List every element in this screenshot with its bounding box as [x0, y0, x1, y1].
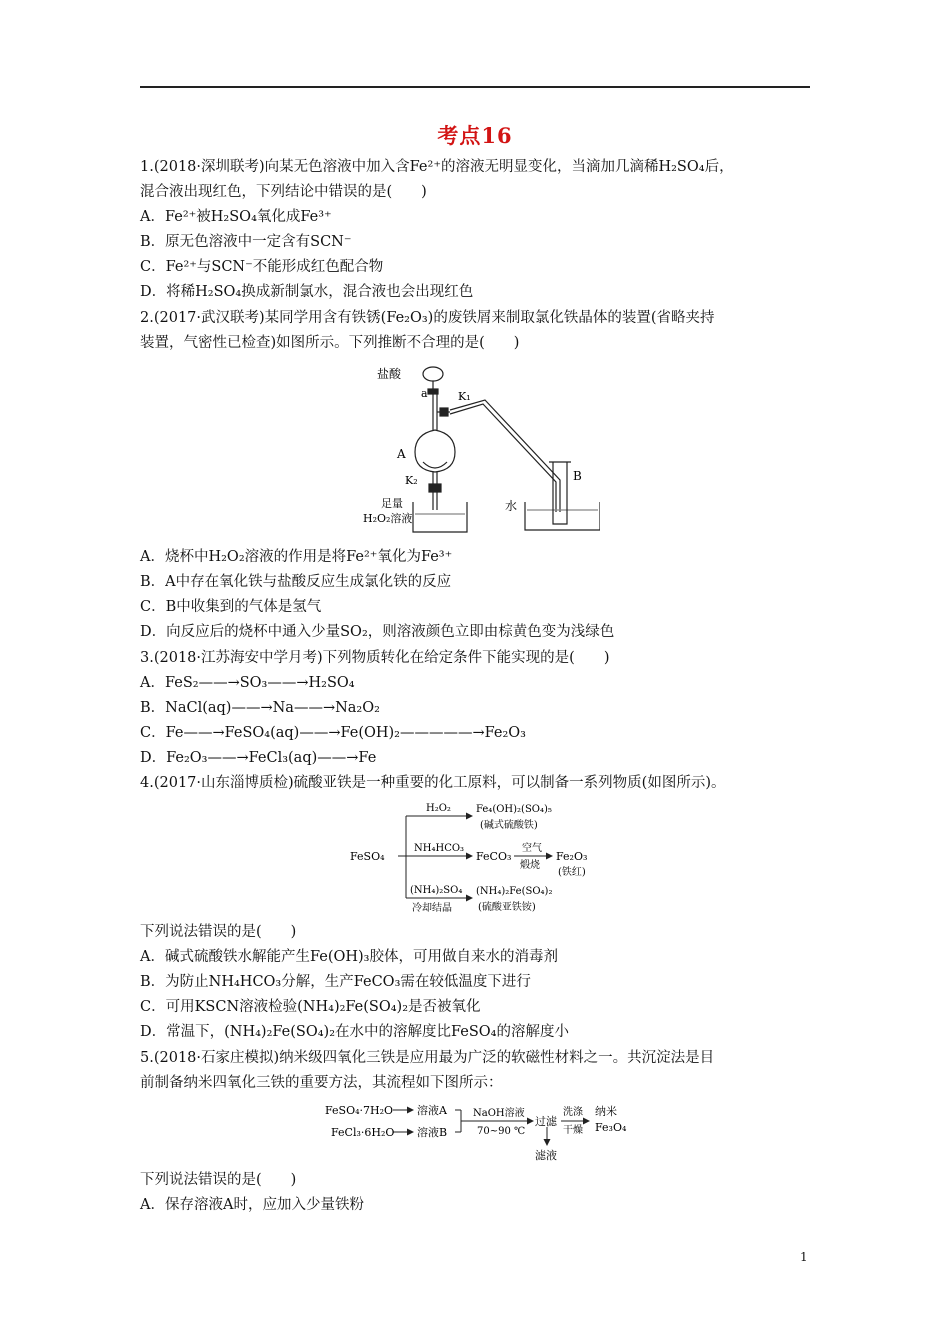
proc-temp: 70~90 ℃	[477, 1126, 526, 1137]
q2-stem-line2: 装置，气密性已检查)如图所示。下列推断不合理的是( )	[140, 335, 520, 351]
q4-option-b: B．为防止NH₄HCO₃分解，生产FeCO₃需在较低温度下进行	[140, 974, 531, 990]
proc-reagent1: FeSO₄·7H₂O	[325, 1104, 394, 1117]
fig-label-flask-a: A	[397, 447, 406, 461]
q1-stem-line1: 1.(2018·深圳联考)向某无色溶液中加入含Fe²⁺的溶液无明显变化，当滴加几滴稀H₂SO₄后，	[140, 159, 734, 175]
q4-option-d: D．常温下，(NH₄)₂Fe(SO₄)₂在水中的溶解度比FeSO₄的溶解度小	[140, 1024, 569, 1040]
fig-label-k1: K₁	[458, 390, 471, 403]
flow-air: 空气	[522, 843, 542, 854]
flow-calcine: 煅烧	[520, 860, 540, 871]
fig-label-a: a	[421, 387, 428, 400]
proc-solution-a: 溶液A	[417, 1104, 447, 1117]
flow-h2o2: H₂O₂	[426, 803, 451, 814]
header-rule	[140, 86, 810, 88]
feso4-flow-diagram	[348, 796, 608, 920]
q5-option-a: A．保存溶液A时，应加入少量铁粉	[140, 1197, 364, 1213]
page-number: 1	[800, 1250, 808, 1264]
flow-cool: 冷却结晶	[412, 903, 452, 914]
q5-stem-line1: 5.(2018·石家庄模拟)纳米级四氧化三铁是应用最为广泛的软磁性材料之一。共沉淀法是目	[140, 1050, 715, 1066]
q2-option-d: D．向反应后的烧杯中通入少量SO₂，则溶液颜色立即由棕黄色变为浅绿色	[140, 624, 615, 640]
q4-stem: 4.(2017·山东淄博质检)硫酸亚铁是一种重要的化工原料，可以制备一系列物质(如图所示)。	[140, 775, 726, 791]
q4-option-c: C．可用KSCN溶液检验(NH₄)₂Fe(SO₄)₂是否被氧化	[140, 999, 481, 1015]
flow-feso4: FeSO₄	[350, 850, 385, 863]
flow-fe2o3: Fe₂O₃	[556, 850, 588, 863]
flow-nh4so4: (NH₄)₂SO₄	[410, 885, 463, 896]
proc-naoh: NaOH溶液	[473, 1108, 525, 1119]
flow-product3-name: (硫酸亚铁铵)	[478, 902, 536, 913]
apparatus-figure	[355, 362, 600, 540]
q1-option-d: D．将稀H₂SO₄换成新制氯水，混合液也会出现红色	[140, 284, 474, 300]
flow-nh4hco3: NH₄HCO₃	[414, 843, 465, 854]
fig-label-b: B	[573, 469, 582, 483]
q5-stem-line2: 前制备纳米四氧化三铁的重要方法，其流程如下图所示：	[140, 1075, 503, 1091]
q2-option-c: C．B中收集到的气体是氢气	[140, 599, 322, 615]
q2-stem-line1: 2.(2017·武汉联考)某同学用含有铁锈(Fe₂O₃)的废铁屑来制取氯化铁晶体的装置(省略夹持	[140, 310, 715, 326]
q3-option-b: B．NaCl(aq)——→Na——→Na₂O₂	[140, 700, 380, 716]
flow-product1: Fe₄(OH)₂(SO₄)₅	[476, 804, 552, 815]
q3-option-d: D．Fe₂O₃——→FeCl₃(aq)——→Fe	[140, 750, 377, 766]
q1-option-b: B．原无色溶液中一定含有SCN⁻	[140, 234, 352, 250]
fe3o4-process-diagram	[325, 1097, 630, 1167]
proc-wash: 洗涤	[563, 1107, 583, 1118]
q3-stem: 3.(2018·江苏海安中学月考)下列物质转化在给定条件下能实现的是( )	[140, 650, 610, 666]
fig-label-water: 水	[505, 499, 518, 513]
q1-stem-line2: 混合液出现红色，下列结论中错误的是( )	[140, 184, 427, 200]
q2-option-b: B．A中存在氧化铁与盐酸反应生成氯化铁的反应	[140, 574, 452, 590]
proc-reagent2: FeCl₃·6H₂O	[331, 1126, 395, 1139]
flow-iron-red: (铁红)	[558, 867, 586, 878]
proc-fe3o4: Fe₃O₄	[595, 1121, 627, 1134]
fig-label-k2: K₂	[405, 474, 418, 487]
q1-option-c: C．Fe²⁺与SCN⁻不能形成红色配合物	[140, 259, 384, 275]
q1-option-a: A．Fe²⁺被H₂SO₄氧化成Fe³⁺	[140, 209, 332, 225]
proc-dry: 干燥	[563, 1125, 583, 1136]
q4-question: 下列说法错误的是( )	[140, 924, 297, 940]
proc-filter: 过滤	[535, 1115, 557, 1128]
q4-option-a: A．碱式硫酸铁水解能产生Fe(OH)₃胶体，可用做自来水的消毒剂	[140, 949, 558, 965]
q3-option-a: A．FeS₂——→SO₃——→H₂SO₄	[140, 675, 355, 691]
fig-label-hcl: 盐酸	[377, 367, 402, 381]
fig-label-ample: 足量	[381, 497, 403, 510]
proc-solution-b: 溶液B	[417, 1126, 448, 1139]
proc-filtrate: 滤液	[535, 1149, 557, 1162]
q5-question: 下列说法错误的是( )	[140, 1172, 297, 1188]
fig-label-h2o2: H₂O₂溶液	[363, 512, 413, 525]
q2-option-a: A．烧杯中H₂O₂溶液的作用是将Fe²⁺氧化为Fe³⁺	[140, 549, 453, 565]
flow-feco3: FeCO₃	[476, 850, 512, 863]
flow-product1-name: (碱式硫酸铁)	[480, 820, 538, 831]
page-title: 考点16	[437, 123, 513, 148]
flow-product3: (NH₄)₂Fe(SO₄)₂	[476, 886, 553, 897]
q3-option-c: C．Fe——→FeSO₄(aq)——→Fe(OH)₂—————→Fe₂O₃	[140, 725, 526, 741]
proc-nano: 纳米	[595, 1105, 617, 1118]
